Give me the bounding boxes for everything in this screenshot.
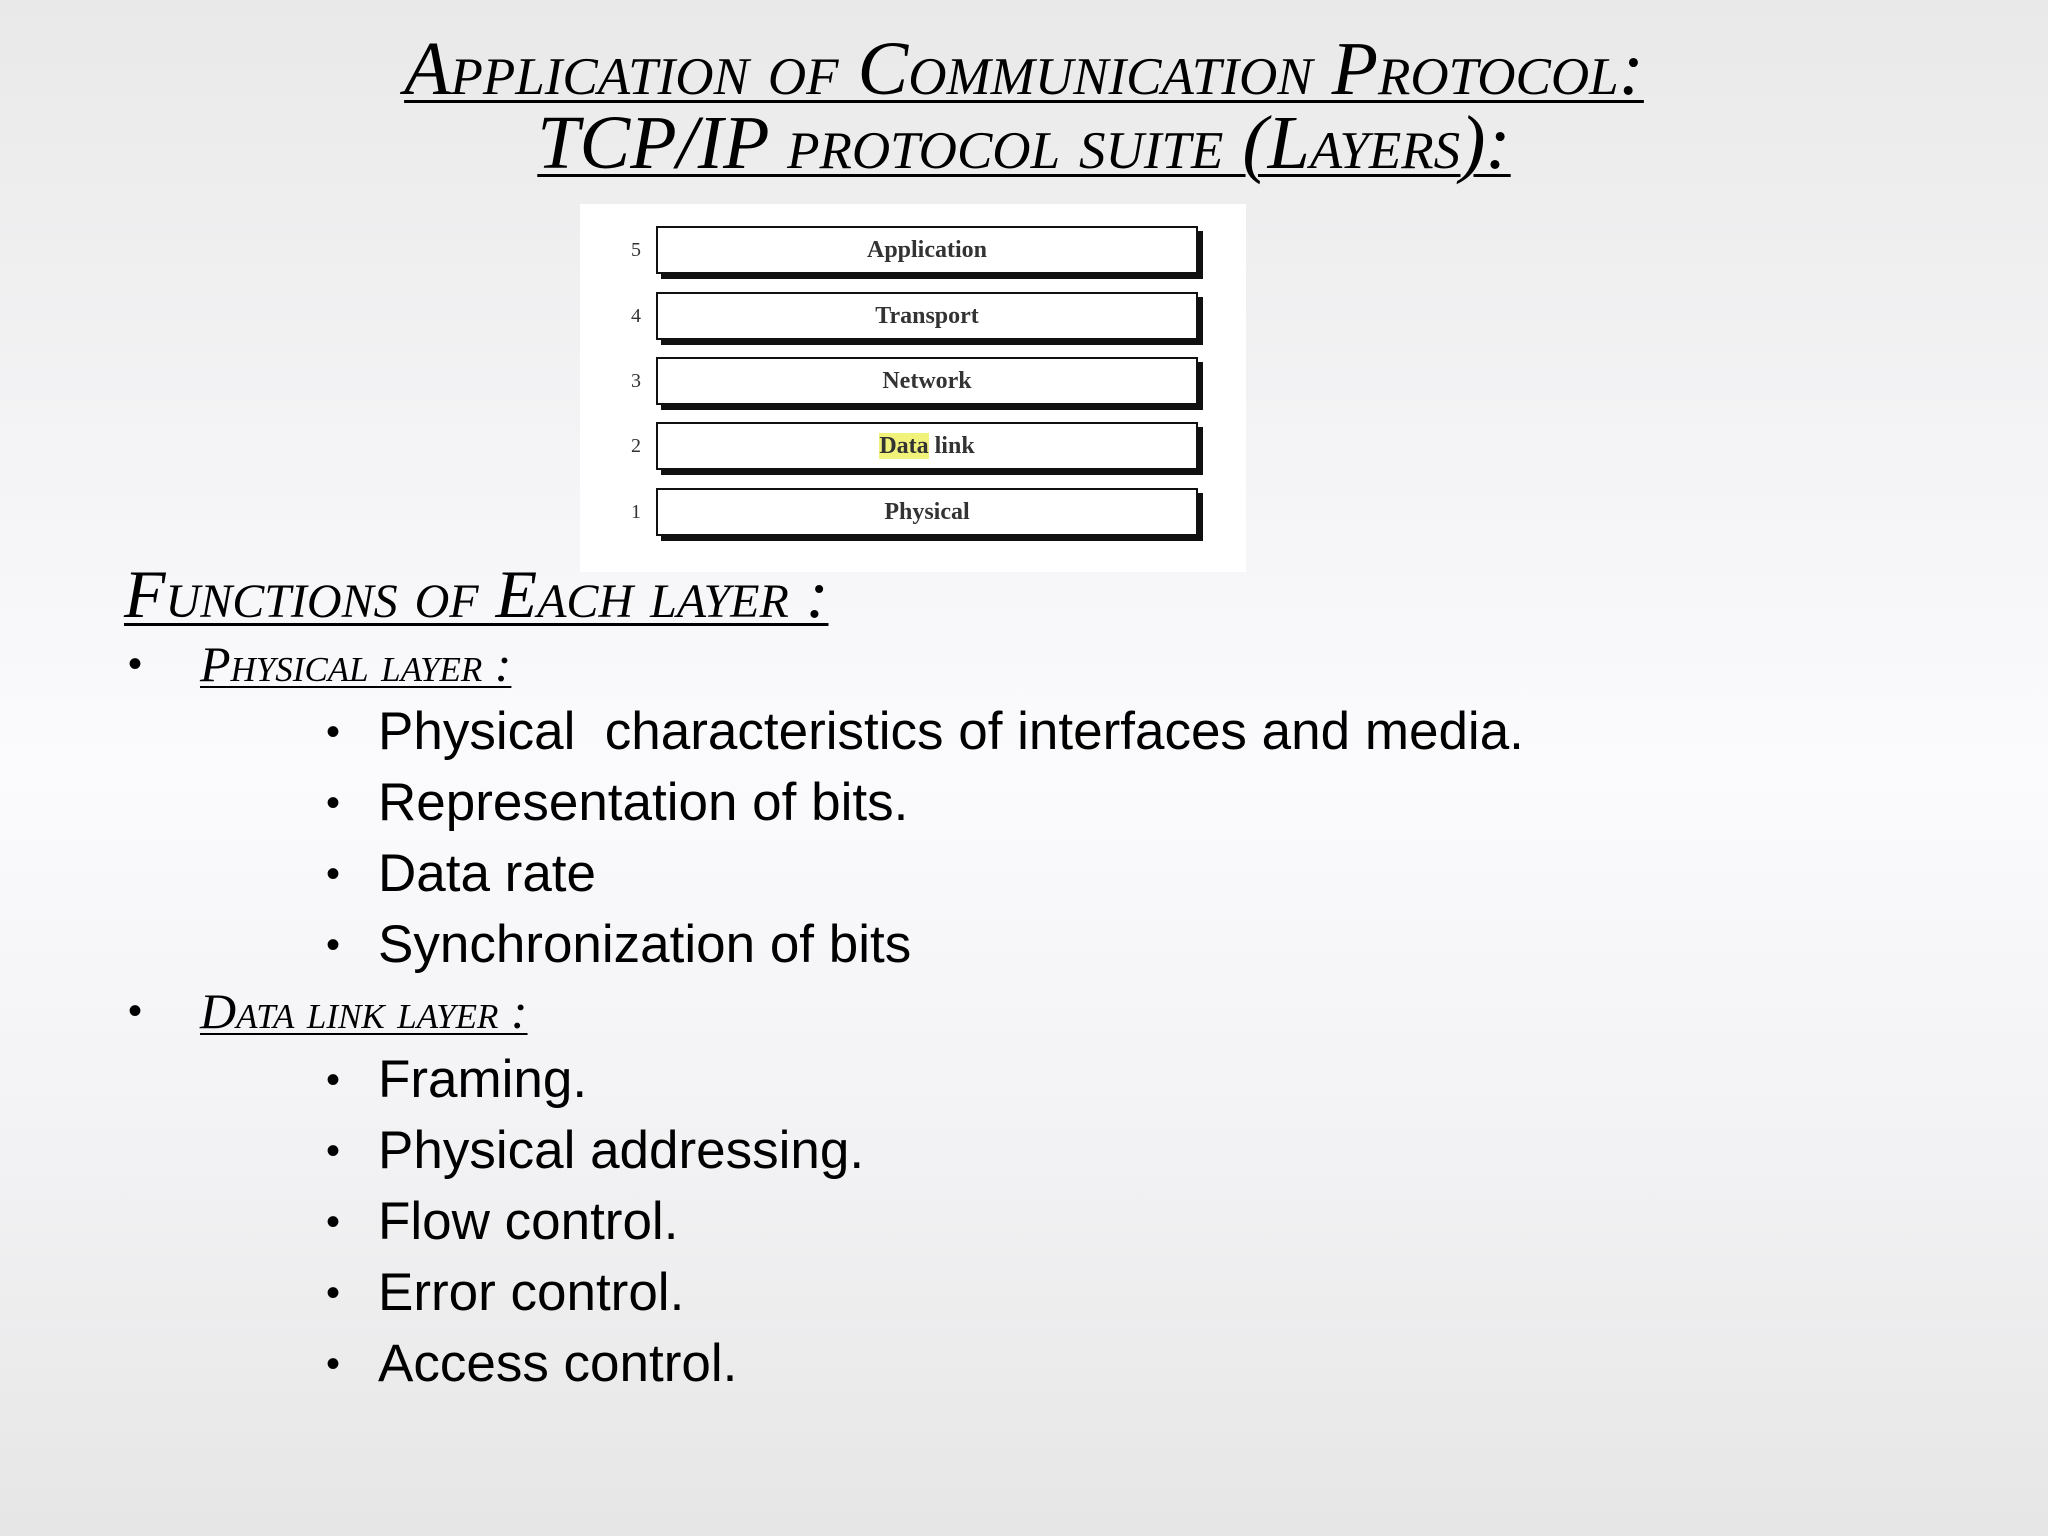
layer-number: 1 (631, 501, 641, 523)
layer-box-physical: Physical (656, 488, 1198, 536)
list-item-text: Physical characteristics of interfaces and media. (378, 702, 1524, 761)
layer-number: 4 (631, 305, 641, 327)
bullet: • (326, 1058, 341, 1102)
list-item-text: Access control. (378, 1334, 738, 1393)
list-item-text: Data rate (378, 844, 597, 903)
list-item-text: Error control. (378, 1263, 685, 1322)
bullet: • (326, 1271, 341, 1315)
bullet: • (326, 781, 341, 825)
list-item-text: Physical addressing. (378, 1121, 865, 1180)
bullet: • (326, 1342, 341, 1386)
layer-row-network (580, 353, 1246, 409)
slide-title (0, 27, 2048, 185)
list-item-text: Synchronization of bits (378, 915, 912, 974)
data-link-layer-label: Data link layer : (200, 983, 528, 1039)
layer-number: 3 (631, 370, 641, 392)
layer-box-data-link (656, 422, 1198, 470)
layer-name-rest: link (928, 433, 975, 459)
layer-number: 5 (631, 239, 641, 261)
bullet: • (326, 852, 341, 896)
bullet: • (128, 989, 143, 1033)
list-item-text: Framing. (378, 1050, 588, 1109)
list-item-text: Flow control. (378, 1192, 679, 1251)
layer-box-application: Application (656, 226, 1198, 274)
functions-heading: Functions of Each layer : (124, 556, 829, 632)
layer-row-transport (580, 288, 1246, 344)
layer-number: 2 (631, 435, 641, 457)
bullet: • (326, 923, 341, 967)
physical-layer-label: Physical layer : (200, 636, 512, 692)
layer-box-network: Network (656, 357, 1198, 405)
layer-row-physical (580, 484, 1246, 540)
tcpip-layer-diagram (580, 204, 1246, 572)
title-line-1: Application of Communication Protocol: (404, 27, 1644, 111)
bullet: • (128, 642, 143, 686)
list-item-text: Representation of bits. (378, 773, 909, 832)
layer-box-transport: Transport (656, 292, 1198, 340)
highlighted-word: Data (879, 433, 929, 459)
title-line-2: TCP/IP protocol suite (Layers): (537, 101, 1511, 185)
bullet: • (326, 1200, 341, 1244)
layer-row-application (580, 222, 1246, 278)
bullet: • (326, 710, 341, 754)
bullet: • (326, 1129, 341, 1173)
layer-row-data-link (580, 418, 1246, 474)
